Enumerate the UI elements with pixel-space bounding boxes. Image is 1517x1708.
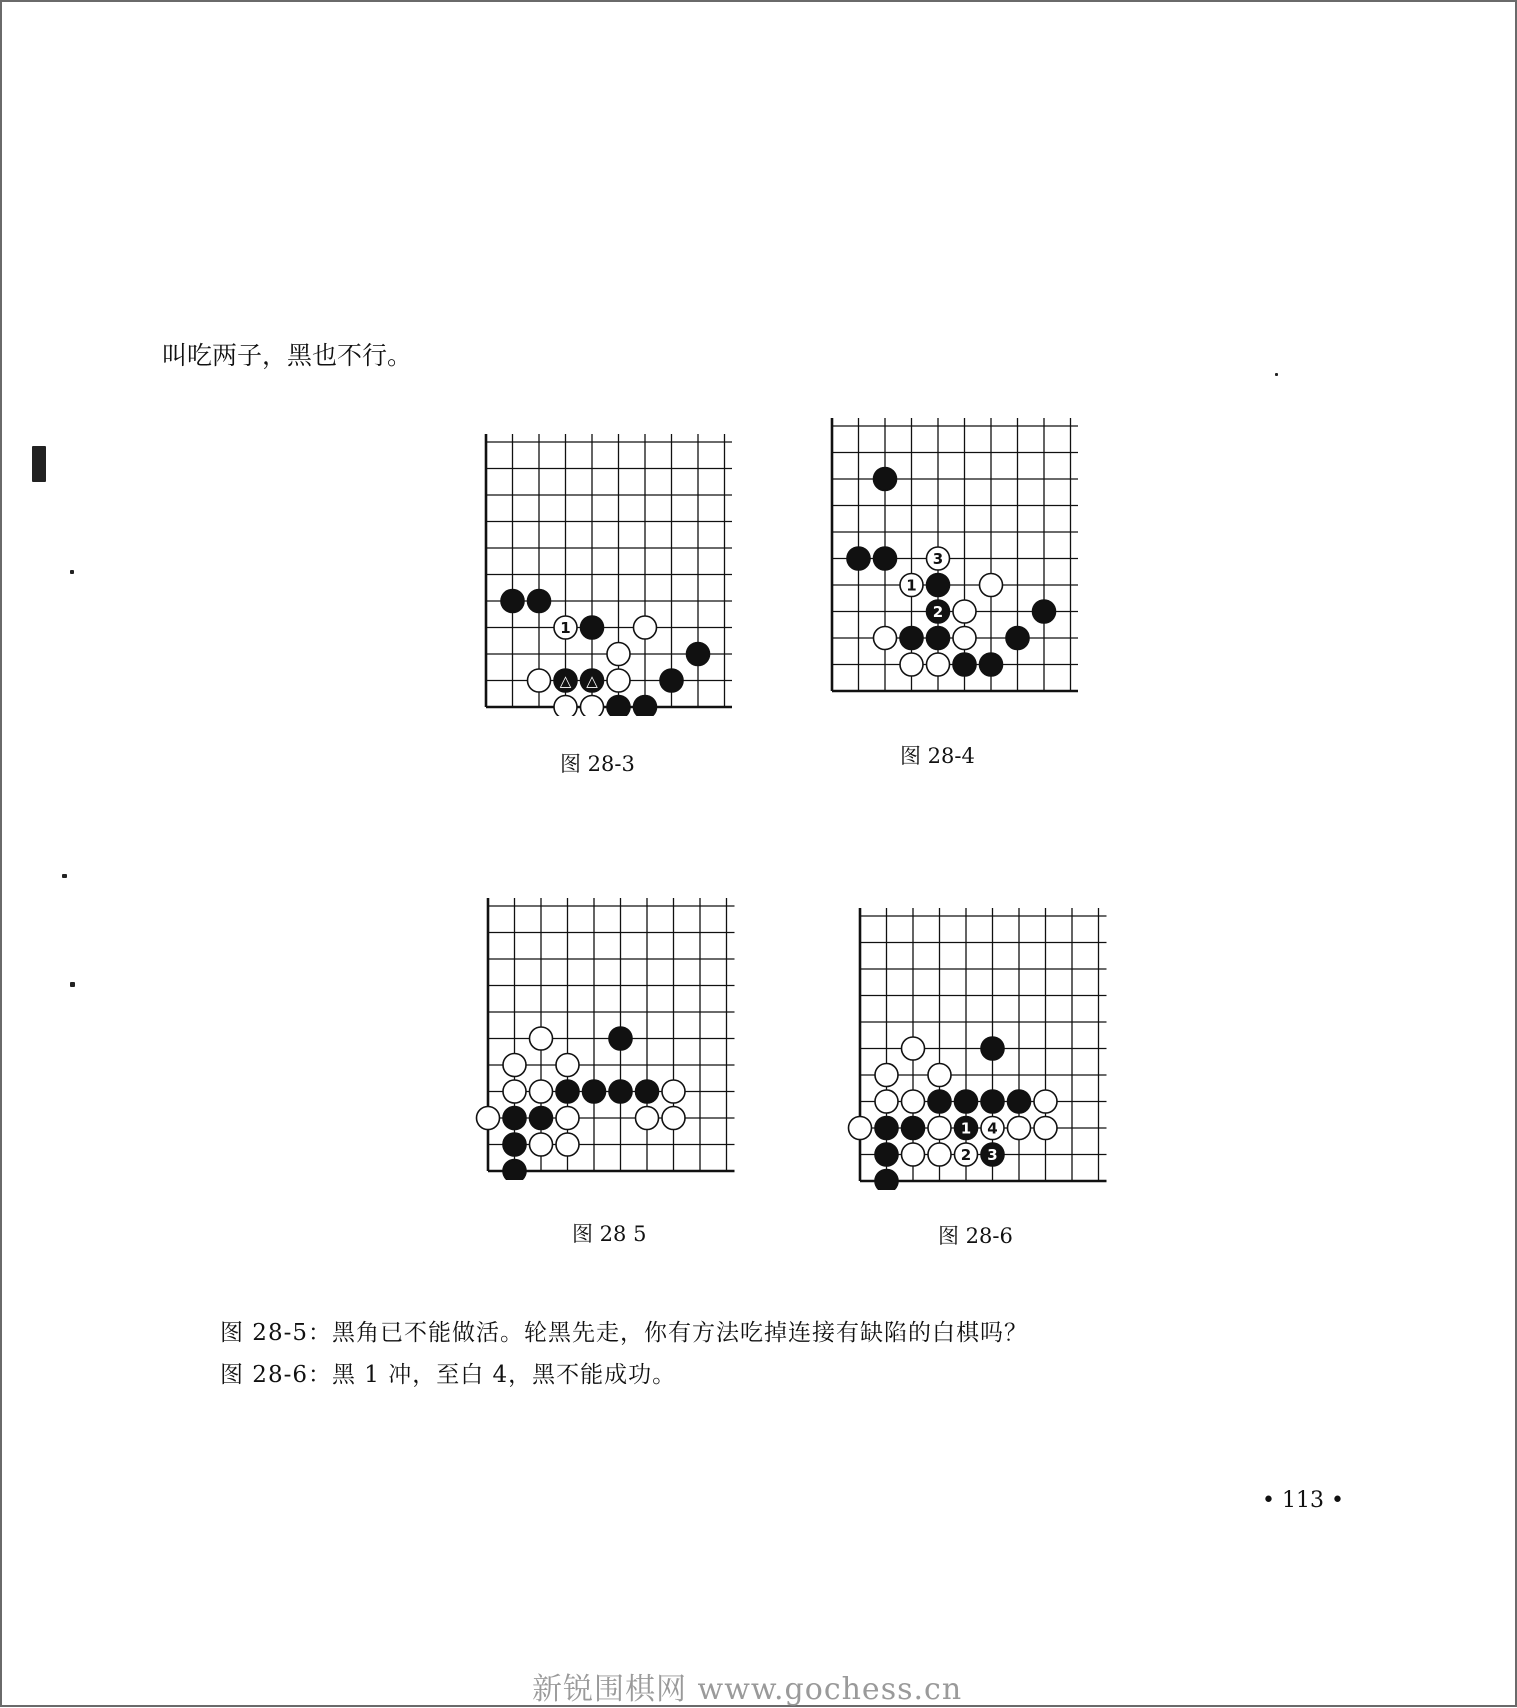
black-stone (980, 653, 1003, 676)
white-stone (875, 1064, 898, 1087)
white-stone (953, 600, 976, 623)
scan-mark (1275, 373, 1278, 376)
white-stone (607, 643, 630, 666)
figure-caption: 图 28-6 (938, 1224, 1013, 1248)
white-stone (528, 669, 551, 692)
black-stone (660, 669, 683, 692)
figure-caption: 图 28-4 (900, 744, 975, 768)
white-stone (1008, 1117, 1031, 1140)
white-stone (581, 696, 604, 717)
go-diagram-28-6 (844, 908, 1116, 1190)
white-stone (1034, 1117, 1057, 1140)
go-diagram-28-3 (470, 434, 732, 716)
black-stone (607, 696, 630, 717)
black-stone (927, 574, 950, 597)
black-stone (981, 1037, 1004, 1060)
black-stone (927, 627, 950, 650)
black-stone (1033, 600, 1056, 623)
black-stone (875, 1117, 898, 1140)
white-stone (849, 1117, 872, 1140)
black-stone (928, 1090, 951, 1113)
white-stone (607, 669, 630, 692)
scan-mark (32, 446, 46, 482)
move-number-label: 1 (560, 619, 571, 637)
move-number-label: 1 (906, 576, 917, 595)
black-stone (900, 627, 923, 650)
move-number-label: 2 (960, 1146, 972, 1164)
black-stone (583, 1080, 606, 1103)
black-stone (634, 696, 657, 717)
white-stone (1034, 1090, 1057, 1113)
move-number-label: 2 (932, 603, 944, 621)
white-stone (556, 1054, 579, 1077)
black-stone (581, 616, 604, 639)
white-stone (503, 1054, 526, 1077)
black-stone (636, 1080, 659, 1103)
white-stone (477, 1107, 500, 1130)
white-stone (554, 696, 577, 717)
white-stone (927, 653, 950, 676)
page-number: • 113 • (1262, 1488, 1344, 1513)
black-stone (530, 1107, 553, 1130)
white-stone (900, 653, 923, 676)
white-stone (530, 1027, 553, 1050)
black-stone (902, 1117, 925, 1140)
black-stone (955, 1090, 978, 1113)
white-stone (928, 1117, 951, 1140)
white-stone (662, 1080, 685, 1103)
white-stone (634, 616, 657, 639)
black-stone (875, 1143, 898, 1166)
black-stone (609, 1080, 632, 1103)
go-diagram-28-5 (472, 898, 744, 1180)
white-stone (556, 1107, 579, 1130)
black-stone (953, 653, 976, 676)
explanation-line: 图 28-6：黑 1 冲，至白 4，黑不能成功。 (220, 1362, 677, 1388)
explanation-line: 图 28-5：黑角已不能做活。轮黑先走，你有方法吃掉连接有缺陷的白棋吗？ (220, 1320, 1028, 1346)
white-stone (503, 1080, 526, 1103)
black-stone (874, 547, 897, 570)
black-stone (981, 1090, 1004, 1113)
black-stone (1006, 627, 1029, 650)
intro-text: 叫吃两子，黑也不行。 (162, 341, 413, 370)
black-stone (687, 643, 710, 666)
move-number-label: 3 (932, 550, 944, 568)
scan-mark (62, 874, 67, 878)
white-stone (980, 574, 1003, 597)
white-stone (928, 1143, 951, 1166)
black-stone (501, 590, 524, 613)
black-stone (503, 1133, 526, 1156)
black-stone (528, 590, 551, 613)
scan-mark (70, 982, 75, 987)
black-stone (847, 547, 870, 570)
black-stone (609, 1027, 632, 1050)
white-stone (530, 1080, 553, 1103)
move-number-label: 4 (987, 1119, 998, 1138)
white-stone (928, 1064, 951, 1087)
white-stone (530, 1133, 553, 1156)
move-number-label: 3 (987, 1146, 998, 1164)
white-stone (556, 1133, 579, 1156)
move-number-label: △ (586, 672, 598, 690)
black-stone (556, 1080, 579, 1103)
black-stone (874, 468, 897, 491)
black-stone (1008, 1090, 1031, 1113)
black-stone (503, 1160, 526, 1181)
white-stone (875, 1090, 898, 1113)
black-stone (875, 1170, 898, 1191)
white-stone (636, 1107, 659, 1130)
white-stone (902, 1143, 925, 1166)
figure-caption: 图 28 5 (572, 1222, 647, 1246)
move-number-label: △ (559, 672, 572, 690)
watermark: 新锐围棋网 www.gochess.cn (532, 1672, 963, 1707)
white-stone (953, 627, 976, 650)
go-diagram-28-4 (816, 418, 1078, 700)
board-grid (486, 434, 732, 707)
black-stone (503, 1107, 526, 1130)
white-stone (902, 1037, 925, 1060)
white-stone (662, 1107, 685, 1130)
figure-caption: 图 28-3 (560, 752, 635, 776)
white-stone (874, 627, 897, 650)
scan-mark (70, 570, 74, 574)
move-number-label: 1 (960, 1119, 972, 1138)
white-stone (902, 1090, 925, 1113)
